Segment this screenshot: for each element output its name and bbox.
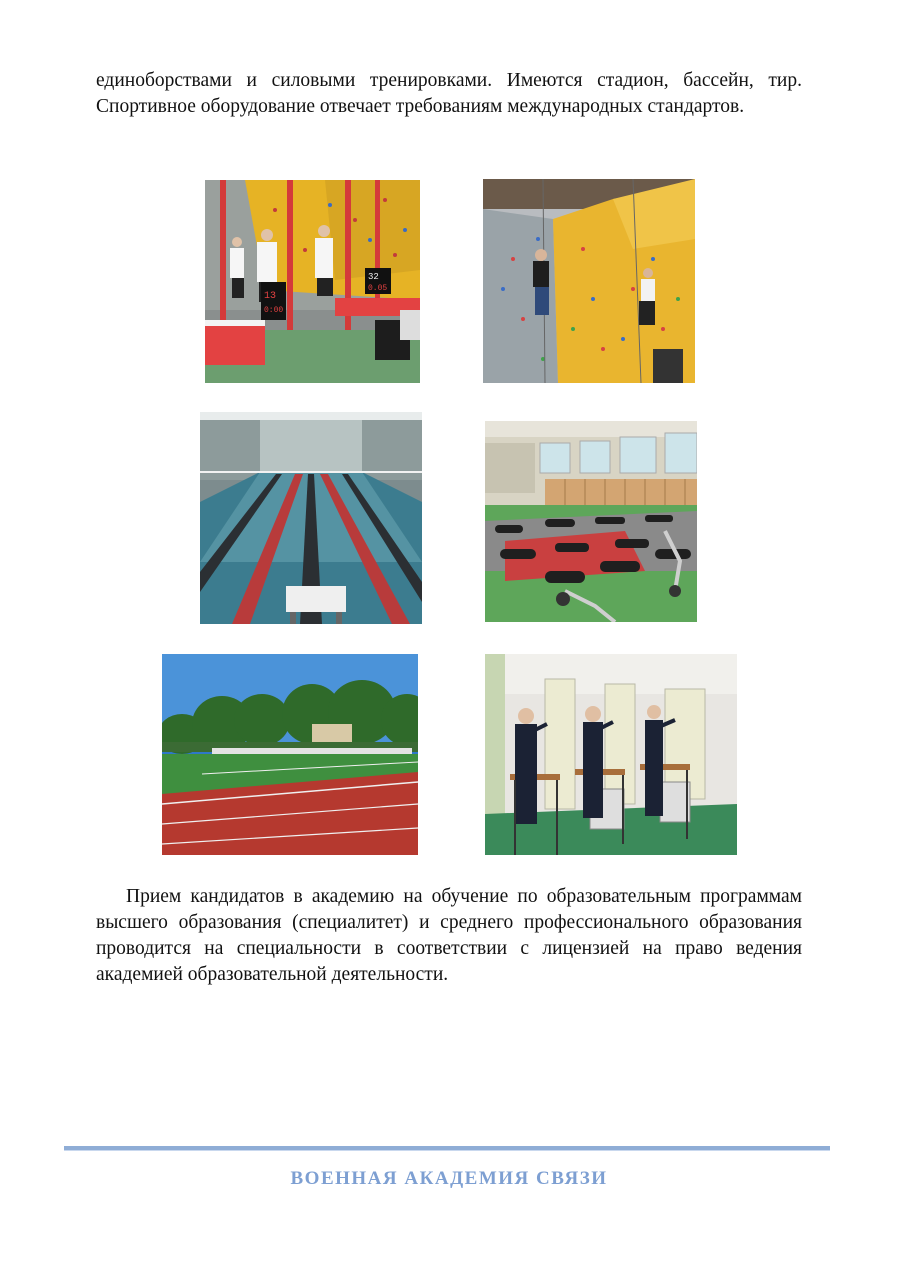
stadium-photo (162, 654, 418, 855)
shooting-range-photo (485, 654, 737, 855)
paragraph-bottom: Прием кандидатов в академию на обучение по образовательным программам высшего образования (специалитет) и среднего профессионального образования проводится на специальности в соответствии с лицензией на право ведения академией образовательной деятельности. (96, 886, 802, 985)
footer-divider-shadow (64, 1150, 830, 1151)
climbing-wall-climbers-photo (483, 179, 695, 383)
swimming-pool-photo (200, 412, 422, 624)
scoreboard-1-top: 13 (264, 291, 277, 302)
scoreboard-2-bottom: 0.05 (368, 284, 388, 293)
scoreboard-2-top: 32 (368, 272, 379, 282)
paragraph-top: единоборствами и силовыми тренировками. Имеются стадион, бассейн, тир. Спортивное оборудование отвечает требованиям международных стандартов. (96, 70, 802, 117)
scoreboard-1-bottom: 0:00 (264, 306, 284, 315)
footer-title: ВОЕННАЯ АКАДЕМИЯ СВЯЗИ (290, 1168, 608, 1189)
climbing-wall-photo (205, 180, 420, 383)
gym-hall-photo (485, 421, 697, 622)
